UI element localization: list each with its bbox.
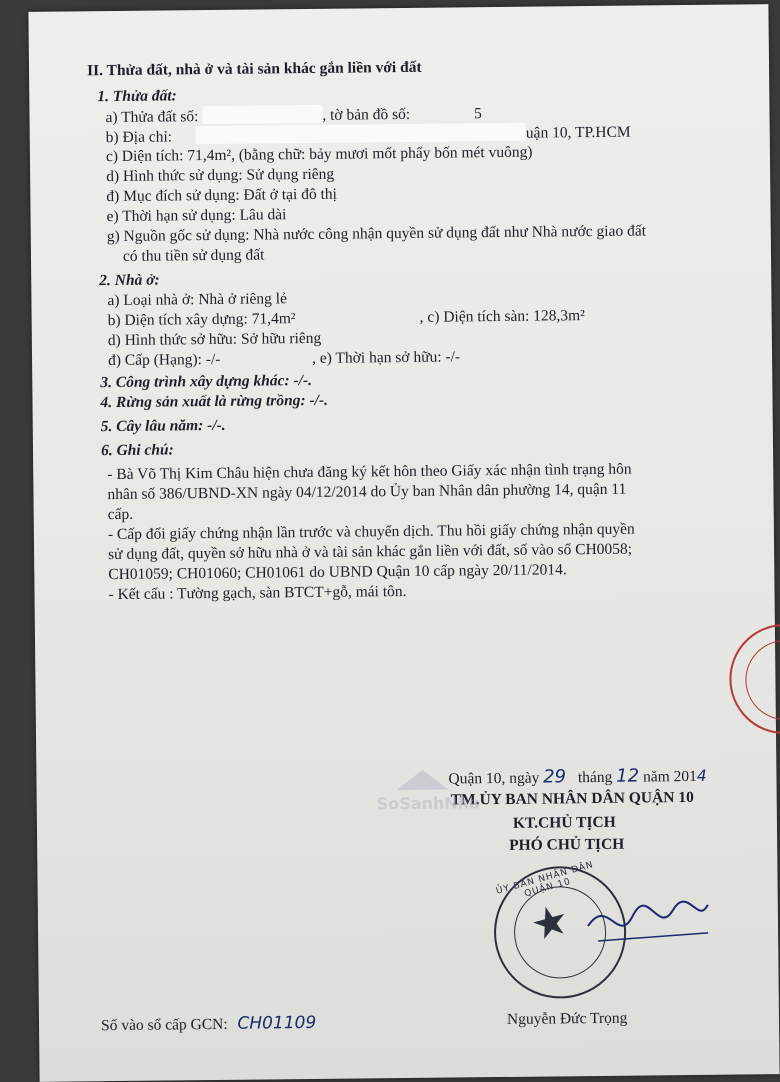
- note-line: CH01059; CH01060; CH01061 do UBND Quận 10 cấp ngày 20/11/2014.: [108, 561, 567, 584]
- redaction-box: [202, 105, 322, 124]
- issuing-org: TM.ỦY BAN NHÂN DÂN QUẬN 10: [450, 788, 694, 809]
- note-line: - Bà Võ Thị Kim Châu hiện chưa đăng ký kết hôn theo Giấy xác nhận tình trạng hôn: [107, 460, 632, 484]
- seal-text: ỦY BAN NHÂN DÂN QUẬN 10: [495, 860, 595, 900]
- date-year-label: năm 201: [642, 767, 697, 786]
- star-icon: ★: [525, 896, 575, 951]
- land-use-purpose: đ) Mục đích sử dụng: Đất ở tại đô thị: [106, 185, 337, 206]
- planted-forest: 4. Rừng sản xuất là rừng trồng: -/-.: [100, 391, 329, 412]
- note-line: sử dụng đất, quyền sở hữu nhà ở và tài sản khác gắn liền với đất, số vào sổ CH0058;: [108, 540, 633, 564]
- signer-role-1: KT.CHỦ TỊCH: [512, 813, 616, 832]
- house-heading: 2. Nhà ở:: [99, 271, 160, 290]
- watermark-text: SoSanhNha: [376, 793, 481, 814]
- house-roof-icon: [396, 770, 448, 791]
- house-grade: đ) Cấp (Hạng): -/-: [107, 350, 221, 370]
- note-line: cấp.: [107, 505, 134, 524]
- document-content: [86, 48, 777, 604]
- signer-role-2: PHÓ CHỦ TỊCH: [509, 835, 625, 854]
- date-year-digit: 4: [696, 766, 707, 785]
- signature-scribble: [578, 885, 719, 956]
- register-value: CH01109: [237, 1012, 317, 1034]
- document-page: [28, 4, 779, 1082]
- date-month: 12: [616, 765, 640, 787]
- map-sheet-number: 5: [473, 105, 482, 123]
- date-day: 29: [543, 766, 567, 788]
- section-title: II. Thửa đất, nhà ở và tài sản khác gắn liền với đất: [86, 58, 422, 80]
- house-build-area: b) Diện tích xây dựng: 71,4m²: [107, 310, 296, 330]
- register-number-row: [101, 1013, 316, 1035]
- signer-name: Nguyễn Đức Trọng: [506, 1009, 628, 1028]
- register-label: Số vào sổ cấp GCN:: [100, 1015, 228, 1035]
- notes-heading: 6. Ghi chú:: [100, 441, 174, 460]
- other-works: 3. Công trình xây dựng khác: -/-.: [100, 371, 313, 392]
- land-origin: g) Nguồn gốc sử dụng: Nhà nước công nhận quyền sử dụng đất như Nhà nước giao đất: [106, 222, 647, 246]
- redaction-box: [196, 123, 526, 144]
- map-sheet-label: , tờ bản đồ số:: [322, 105, 411, 124]
- note-line: nhân số 386/UBND-XN ngày 04/12/2014 do Ủy ban Nhân dân phường 14, quận 11: [107, 480, 627, 504]
- land-area: c) Diện tích: 71,4m², (bằng chữ: bảy mươi mốt phẩy bốn mét vuông): [105, 143, 533, 166]
- date-prefix: Quận 10, ngày: [448, 769, 540, 788]
- parcel-label: a) Thửa đất số:: [105, 108, 199, 127]
- house-ownership: d) Hình thức sở hữu: Sở hữu riêng: [107, 329, 322, 350]
- note-line: - Cấp đổi giấy chứng nhận lần trước và chuyển dịch. Thu hồi giấy chứng nhận quyền: [107, 520, 635, 544]
- date-month-label: tháng: [577, 768, 613, 787]
- address-label: b) Địa chỉ:: [105, 128, 173, 147]
- perennial-trees: 5. Cây lâu năm: -/-.: [100, 416, 226, 436]
- land-origin-cont: có thu tiền sử dụng đất: [122, 246, 265, 265]
- land-use-term: e) Thời hạn sử dụng: Lâu dài: [106, 206, 287, 226]
- house-term: , e) Thời hạn sở hữu: -/-: [311, 348, 461, 367]
- house-type: a) Loại nhà ở: Nhà ở riêng lẻ: [107, 290, 288, 310]
- red-stamp: [729, 623, 780, 734]
- watermark-logo: [376, 769, 507, 820]
- address-tail: uận 10, TP.HCM: [525, 123, 631, 142]
- note-line: - Kết cấu : Tường gạch, sàn BTCT+gỗ, mái tôn.: [108, 582, 407, 604]
- land-use-form: d) Hình thức sử dụng: Sử dụng riêng: [106, 165, 335, 186]
- house-floor-area: , c) Diện tích sàn: 128,3m²: [419, 307, 585, 326]
- red-stamp-inner-ring: [745, 640, 780, 721]
- land-heading: 1. Thửa đất:: [97, 87, 177, 106]
